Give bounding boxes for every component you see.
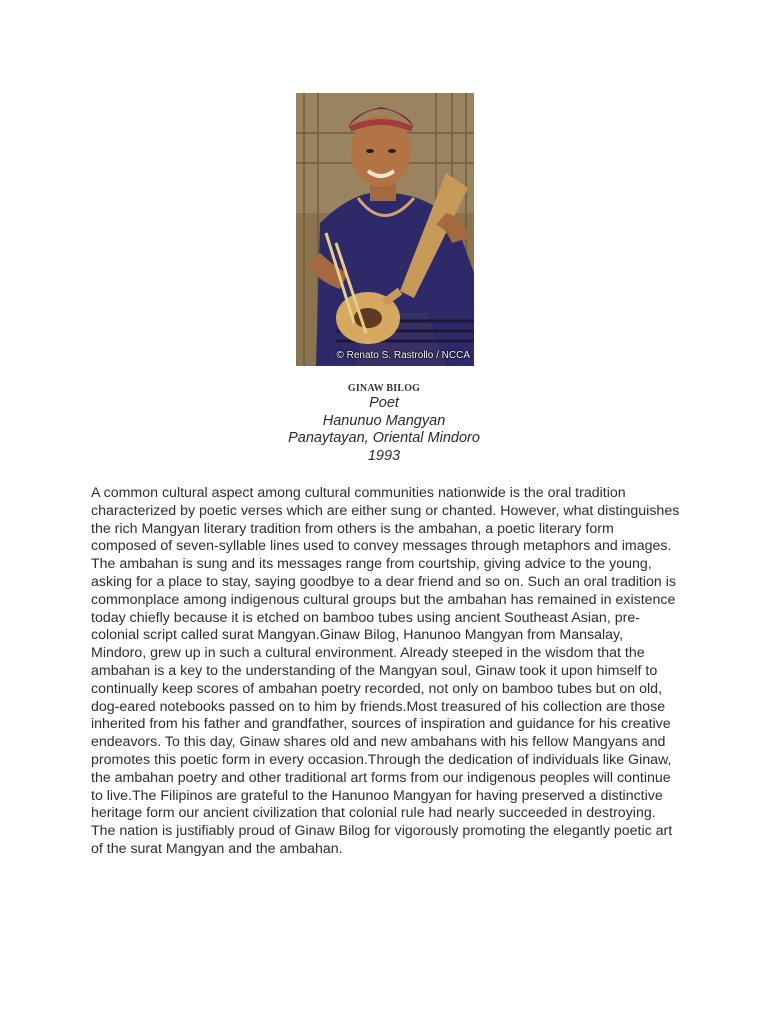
photo-credit: © Renato S. Rastrollo / NCCA	[336, 350, 470, 361]
subject-people: Hanunuo Mangyan	[322, 412, 446, 429]
subject-name: GINAW BILOG	[347, 383, 421, 394]
subject-place: Panaytayan, Oriental Mindoro	[288, 430, 480, 446]
portrait-photo	[296, 93, 474, 366]
photo-caption	[0, 383, 768, 465]
portrait-illustration	[296, 93, 474, 366]
body-paragraph: A common cultural aspect among cultural communities nationwide is the oral tradition characterized by poetic verses which are either sung or chanted. However, what distinguishes the rich Mangyan literary tradition from others is the ambahan, a poetic literary form composed of seven-syllable lines used to convey messages through metaphors and images. The ambahan is sung and its messages range from courtship, giving advice to the young, asking for a place to stay, saying goodbye to a dear friend and so on. Such an oral tradition is commonplace among indigenous cultural groups but the ambahan has remained in existence today chiefly because it is etched on bamboo tubes using ancient Southeast Asian, pre-colonial script called surat Mangyan.Ginaw Bilog, Hanunoo Mangyan from Mansalay, Mindoro, grew up in such a cultural environment. Already steeped in the wisdom that the ambahan is a key to the understanding of the Mangyan soul, Ginaw took it upon himself to continually keep scores of ambahan poetry recorded, not only on bamboo tubes but on old, dog-eared notebooks passed on to him by friends.Most treasured of his collection are those inherited from his father and grandfather, sources of inspiration and guidance for his creative endeavors. To this day, Ginaw shares old and new ambahans with his fellow Mangyans and promotes this poetic form in every occasion.Through the dedication of individuals like Ginaw, the ambahan poetry and other traditional art forms from our indigenous peoples will continue to live.The Filipinos are grateful to the Hanunoo Mangyan for having preserved a distinctive heritage form our ancient civilization that colonial rule had nearly succeeded in destroying. The nation is justifiably proud of Ginaw Bilog for vigorously promoting the elegantly poetic art of the surat Mangyan and the ambahan.	[91, 485, 680, 857]
subject-year: 1993	[367, 447, 401, 464]
subject-role: Poet	[369, 395, 399, 411]
